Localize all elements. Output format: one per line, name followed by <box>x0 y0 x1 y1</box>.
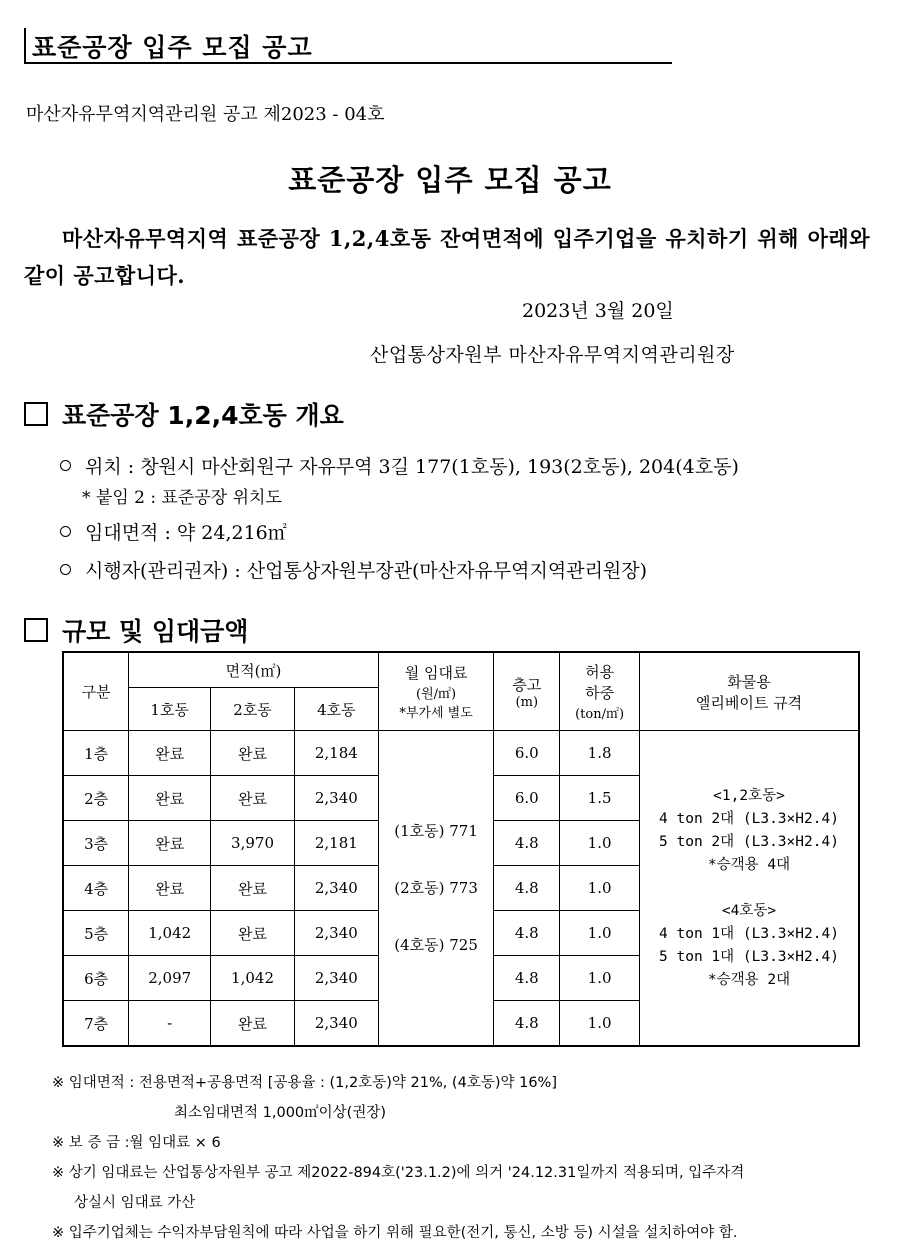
header-load-line3: (ton/㎡) <box>575 707 625 722</box>
area-b4-cell: 2,340 <box>294 1001 378 1047</box>
floor-cell: 1층 <box>63 731 129 776</box>
rent-building-1: (1호동) 771 <box>394 821 478 840</box>
height-cell: 4.8 <box>494 821 560 866</box>
elevator-line: 4 ton 1대 (L3.3×H2.4) <box>659 925 839 942</box>
note-rent-surcharge: 상실시 임대료 가산 <box>74 1195 196 1211</box>
load-cell: 1.0 <box>560 866 640 911</box>
header-building-1: 1호동 <box>129 688 211 731</box>
floor-cell: 2층 <box>63 776 129 821</box>
load-cell: 1.0 <box>560 956 640 1001</box>
intro-paragraph: 마산자유무역지역 표준공장 1,2,4호동 잔여면적에 입주기업을 유치하기 위해 아래와 같이 공고합니다. <box>24 226 870 288</box>
load-cell: 1.0 <box>560 1001 640 1047</box>
location-text: 위치 : 창원시 마산회원구 자유무역 3길 177(1호동), 193(2호동), 204(4호동) <box>85 456 739 478</box>
rent-building-2: (2호동) 773 <box>394 878 478 897</box>
elevator-spacer <box>640 877 858 900</box>
height-cell: 4.8 <box>494 866 560 911</box>
header-division: 구분 <box>63 652 129 731</box>
elevator-line: 5 ton 1대 (L3.3×H2.4) <box>659 948 839 965</box>
area-b1-cell: 완료 <box>129 731 211 776</box>
location-note: * 붙임 2 : 표준공장 위치도 <box>82 488 282 508</box>
area-b2-cell: 3,970 <box>211 821 295 866</box>
load-cell: 1.0 <box>560 911 640 956</box>
square-bullet-icon <box>24 618 48 642</box>
area-b2-cell: 완료 <box>211 776 295 821</box>
area-b4-cell: 2,340 <box>294 911 378 956</box>
height-cell: 4.8 <box>494 1001 560 1047</box>
height-cell: 4.8 <box>494 956 560 1001</box>
elevator-group-1-2: <1,2호동> <box>713 787 785 804</box>
overview-area <box>60 518 287 545</box>
area-b1-cell: 2,097 <box>129 956 211 1001</box>
note-area: ※ 임대면적 : 전용면적+공용면적 [공용율 : (1,2호동)약 21%, (4호동)약 16%] <box>52 1075 557 1091</box>
header-building-2: 2호동 <box>211 688 295 731</box>
area-b1-cell: 완료 <box>129 776 211 821</box>
square-bullet-icon <box>24 402 48 426</box>
header-elevator-line1: 화물용 <box>727 672 771 691</box>
scale-rent-table <box>62 651 860 1047</box>
section-overview-title: 표준공장 1,2,4호동 개요 <box>62 401 344 430</box>
elevator-line: 5 ton 2대 (L3.3×H2.4) <box>659 833 839 850</box>
note-min-area: 최소임대면적 1,000㎡이상(권장) <box>174 1105 387 1121</box>
header-height <box>494 652 560 731</box>
top-title: 표준공장 입주 모집 공고 <box>32 33 313 62</box>
section-overview-heading <box>24 396 344 432</box>
circle-bullet-icon <box>60 564 71 575</box>
area-text: 임대면적 : 약 24,216㎡ <box>85 522 287 544</box>
load-cell: 1.0 <box>560 821 640 866</box>
circle-bullet-icon <box>60 460 71 471</box>
elevator-line: *승객용 2대 <box>707 971 791 988</box>
elevator-group-4: <4호동> <box>721 902 777 919</box>
header-elevator-line2: 엘리베이트 규격 <box>695 693 803 712</box>
area-b2-cell: 완료 <box>211 731 295 776</box>
header-elevator <box>639 652 859 731</box>
section-scale-title: 규모 및 임대금액 <box>62 617 249 646</box>
area-b4-cell: 2,340 <box>294 866 378 911</box>
note-deposit: ※ 보 증 금 :월 임대료 × 6 <box>52 1135 221 1151</box>
header-building-4: 4호동 <box>294 688 378 731</box>
header-area: 면적(㎡) <box>129 652 378 688</box>
elevator-cell <box>639 731 859 1047</box>
area-b4-cell: 2,181 <box>294 821 378 866</box>
header-height-line1: 층고 <box>512 675 542 694</box>
area-b4-cell: 2,184 <box>294 731 378 776</box>
header-rent-line3: *부가세 별도 <box>399 706 473 721</box>
area-b2-cell: 완료 <box>211 1001 295 1047</box>
overview-operator <box>60 556 647 583</box>
floor-cell: 7층 <box>63 1001 129 1047</box>
header-load <box>560 652 640 731</box>
header-rent <box>378 652 494 731</box>
notice-number: 마산자유무역지역관리원 공고 제2023 - 04호 <box>26 104 385 125</box>
main-title: 표준공장 입주 모집 공고 <box>288 163 612 197</box>
height-cell: 6.0 <box>494 731 560 776</box>
area-b1-cell: 1,042 <box>129 911 211 956</box>
header-rent-line2: (원/㎡) <box>416 687 457 702</box>
floor-cell: 4층 <box>63 866 129 911</box>
note-facilities: ※ 입주기업체는 수익자부담원칙에 따라 사업을 하기 위해 필요한(전기, 통신, 소방 등) 시설을 설치하여야 함. <box>52 1225 738 1241</box>
rent-cell <box>378 731 494 1047</box>
operator-text: 시행자(관리권자) : 산업통상자원부장관(마산자유무역지역관리원장) <box>85 560 648 582</box>
area-b2-cell: 완료 <box>211 911 295 956</box>
header-height-line2: (m) <box>515 694 539 710</box>
elevator-line: 4 ton 2대 (L3.3×H2.4) <box>659 810 839 827</box>
circle-bullet-icon <box>60 526 71 537</box>
overview-location <box>60 452 739 479</box>
header-load-line1: 허용 <box>585 663 615 681</box>
header-rent-line1: 월 임대료 <box>404 664 468 682</box>
area-b4-cell: 2,340 <box>294 956 378 1001</box>
area-b1-cell: 완료 <box>129 821 211 866</box>
header-load-line2: 하중 <box>585 684 615 702</box>
notes-block <box>52 1068 882 1248</box>
rent-building-4: (4호동) 725 <box>394 935 478 954</box>
area-b1-cell: - <box>129 1001 211 1047</box>
floor-cell: 6층 <box>63 956 129 1001</box>
notice-date: 2023년 3월 20일 <box>522 300 674 322</box>
elevator-line: *승객용 4대 <box>707 856 791 873</box>
height-cell: 6.0 <box>494 776 560 821</box>
area-b4-cell: 2,340 <box>294 776 378 821</box>
area-b2-cell: 완료 <box>211 866 295 911</box>
table-row <box>63 731 859 776</box>
floor-cell: 5층 <box>63 911 129 956</box>
area-b2-cell: 1,042 <box>211 956 295 1001</box>
floor-cell: 3층 <box>63 821 129 866</box>
load-cell: 1.5 <box>560 776 640 821</box>
section-scale-heading <box>24 612 248 648</box>
issuer: 산업통상자원부 마산자유무역지역관리원장 <box>370 344 735 366</box>
note-rent-basis: ※ 상기 임대료는 산업통상자원부 공고 제2022-894호('23.1.2)에 의거 '24.12.31일까지 적용되며, 입주자격 <box>52 1165 745 1181</box>
height-cell: 4.8 <box>494 911 560 956</box>
area-b1-cell: 완료 <box>129 866 211 911</box>
top-title-bar <box>24 28 672 64</box>
load-cell: 1.8 <box>560 731 640 776</box>
